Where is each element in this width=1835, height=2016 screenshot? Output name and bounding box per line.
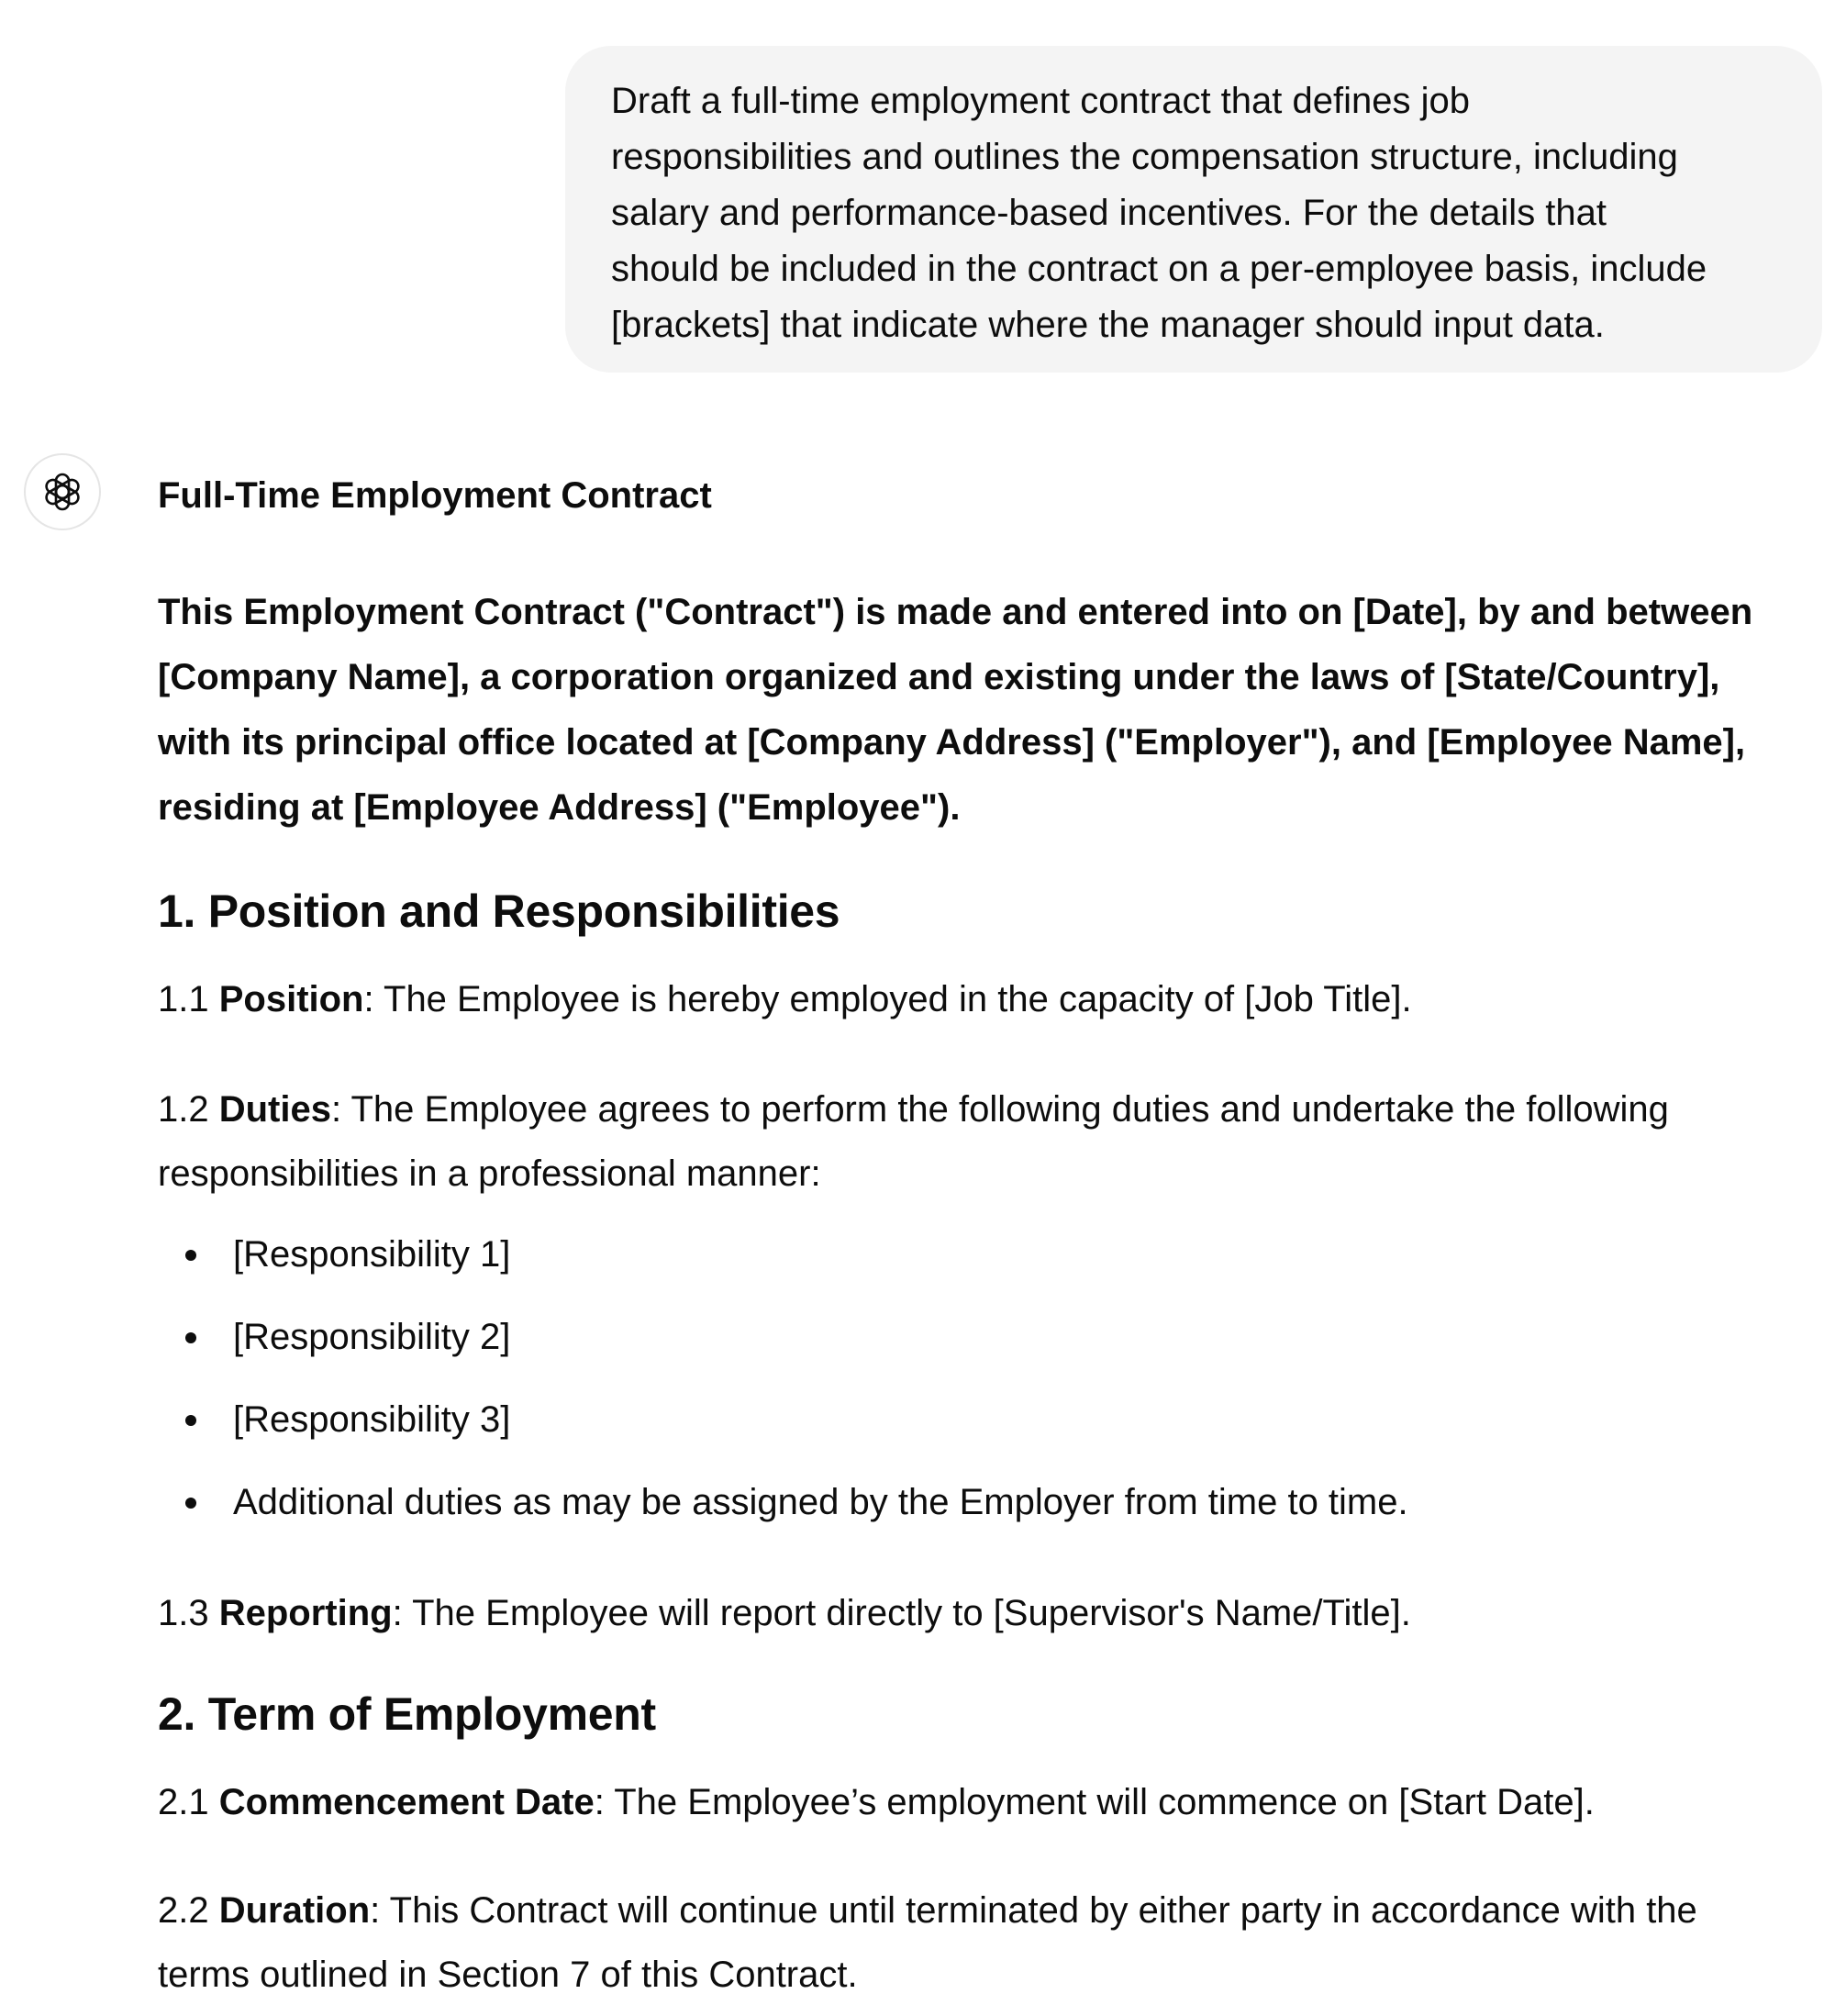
list-item: [Responsibility 3] bbox=[158, 1387, 1809, 1452]
assistant-response bbox=[158, 468, 1809, 2007]
clause-number: 2.1 bbox=[158, 1782, 219, 1822]
clause-text-continued: terms outlined in Section 7 of this Contract. bbox=[158, 1955, 858, 1995]
clause-text: : This Contract will continue until terminated by either party in accordance with the bbox=[370, 1890, 1697, 1931]
user-message-line: salary and performance-based incentives. For the details that bbox=[611, 193, 1607, 233]
bullet-icon bbox=[185, 1332, 196, 1343]
bullet-icon bbox=[185, 1498, 196, 1509]
intro-line: This Employment Contract ("Contract") is made and entered into on [Date], by and between bbox=[158, 592, 1753, 632]
clause-2-1 bbox=[158, 1770, 1809, 1834]
section-heading-term: 2. Term of Employment bbox=[158, 1688, 656, 1740]
clause-1-3 bbox=[158, 1581, 1809, 1645]
bullet-icon bbox=[185, 1250, 196, 1261]
bullet-icon bbox=[185, 1415, 196, 1426]
intro-line: [Company Name], a corporation organized and existing under the laws of [State/Country], bbox=[158, 657, 1720, 697]
responsibilities-list bbox=[158, 1222, 1809, 1534]
list-item: [Responsibility 2] bbox=[158, 1305, 1809, 1369]
clause-text: : The Employee is hereby employed in the capacity of [Job Title]. bbox=[363, 979, 1412, 1019]
user-message-line: should be included in the contract on a per-employee basis, include bbox=[611, 249, 1707, 289]
clause-label: Position bbox=[218, 979, 364, 1019]
clause-text-continued: responsibilities in a professional manner: bbox=[158, 1153, 821, 1194]
intro-line: residing at [Employee Address] ("Employee"). bbox=[158, 787, 961, 828]
contract-title: Full-Time Employment Contract bbox=[158, 475, 712, 516]
clause-text: : The Employee agrees to perform the following duties and undertake the following bbox=[330, 1089, 1669, 1130]
contract-intro bbox=[158, 580, 1809, 841]
intro-line: with its principal office located at [Company Address] ("Employer"), and [Employee Name], bbox=[158, 722, 1746, 763]
list-item: [Responsibility 1] bbox=[158, 1222, 1809, 1286]
user-message-line: [brackets] that indicate where the manager should input data. bbox=[611, 305, 1605, 345]
clause-label: Commencement Date bbox=[218, 1782, 595, 1822]
clause-1-2 bbox=[158, 1077, 1809, 1206]
clause-label: Reporting bbox=[218, 1593, 393, 1633]
clause-text: : The Employee’s employment will commence on [Start Date]. bbox=[594, 1782, 1595, 1822]
user-message-line: Draft a full-time employment contract that defines job bbox=[611, 81, 1470, 121]
openai-logo-icon bbox=[39, 469, 85, 515]
clause-2-2 bbox=[158, 1878, 1809, 2007]
clause-number: 2.2 bbox=[158, 1890, 219, 1931]
clause-text: : The Employee will report directly to [Supervisor's Name/Title]. bbox=[392, 1593, 1411, 1633]
clause-number: 1.1 bbox=[158, 979, 219, 1019]
section-heading-position: 1. Position and Responsibilities bbox=[158, 885, 840, 937]
user-message-line: responsibilities and outlines the compensation structure, including bbox=[611, 137, 1678, 177]
clause-number: 1.3 bbox=[158, 1593, 219, 1633]
user-message-bubble bbox=[565, 46, 1822, 373]
clause-label: Duties bbox=[218, 1089, 331, 1130]
assistant-avatar bbox=[24, 453, 101, 530]
clause-label: Duration bbox=[218, 1890, 371, 1931]
clause-1-1 bbox=[158, 967, 1809, 1031]
clause-number: 1.2 bbox=[158, 1089, 219, 1130]
list-item: Additional duties as may be assigned by the Employer from time to time. bbox=[158, 1470, 1809, 1534]
